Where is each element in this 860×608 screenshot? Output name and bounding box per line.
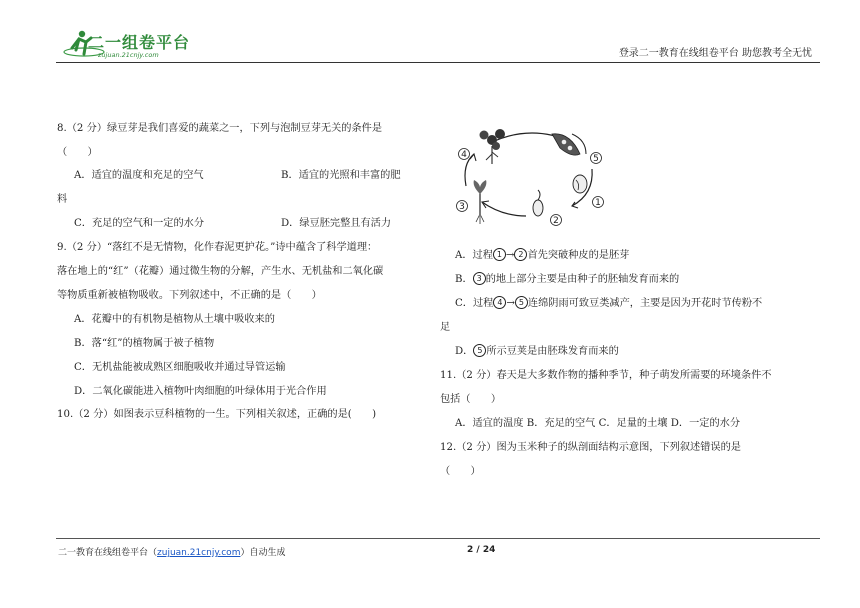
- q10-option-c: C．过程 4 → 5 连绵阴雨可致豆类减产，主要是因为开花时节传粉不: [455, 298, 763, 309]
- header-divider: [56, 62, 820, 63]
- q10-option-b: B． 3 的地上部分主要是由种子的胚轴发育而来的: [455, 274, 680, 285]
- q8-blank: （ ）: [57, 147, 98, 158]
- q8-option-a: A．适宜的温度和充足的空气: [74, 170, 204, 181]
- q11-stem-2: 包括（ ）: [440, 394, 502, 405]
- q9-option-d: D．二氧化碳能进入植物叶肉细胞的叶绿体用于光合作用: [74, 386, 327, 397]
- q11-options: A．适宜的温度 B．充足的空气 C．足量的土壤 D．一定的水分: [455, 418, 741, 429]
- q10-option-a: A．过程 1 → 2 首先突破种皮的是胚芽: [455, 250, 630, 261]
- q8-stem: 8.（2 分）绿豆芽是我们喜爱的蔬菜之一，下列与泡制豆芽无关的条件是: [57, 123, 383, 134]
- germinating-seed-icon: [533, 190, 543, 216]
- footer-divider: [56, 538, 820, 539]
- q9-stem-3: 等物质重新被植物吸收。下列叙述中，不正确的是（ ）: [57, 290, 322, 301]
- footer-link[interactable]: zujuan.21cnjy.com: [157, 548, 241, 558]
- q9-stem-2: 落在地上的“红”（花瓣）通过微生物的分解，产生水、无机盐和二氧化碳: [57, 266, 384, 277]
- flowering-plant-icon: [480, 129, 506, 164]
- header-slogan[interactable]: 登录二一教育在线组卷平台 助您教考全无忧: [618, 48, 812, 59]
- q8-option-b-cont: 料: [57, 194, 68, 205]
- label-1: 1: [595, 198, 601, 208]
- seed-icon: [573, 175, 587, 193]
- q12-blank: （ ）: [440, 466, 481, 477]
- footer-source: 二一教育在线组卷平台（zujuan.21cnjy.com）自动生成: [58, 548, 286, 558]
- q12-stem: 12.（2 分）图为玉米种子的纵剖面结构示意图，下列叙述错误的是: [440, 442, 741, 453]
- q9-option-b: B．落“红”的植物属于被子植物: [74, 338, 215, 349]
- q9-option-a: A．花瓣中的有机物是植物从土壤中吸收来的: [74, 314, 275, 325]
- label-2: 2: [553, 216, 559, 226]
- bean-pod-icon: [552, 134, 586, 155]
- q10-option-d: D． 5 所示豆荚是由胚珠发育而来的: [455, 346, 619, 357]
- label-4: 4: [461, 150, 467, 160]
- q9-option-c: C．无机盐能被成熟区细胞吸收并通过导管运输: [74, 362, 286, 373]
- plant-lifecycle-diagram: [452, 124, 612, 226]
- logo-url: zujuan.21cnjy.com: [98, 51, 159, 59]
- q9-stem-1: 9.（2 分）“落红不是无情物，化作春泥更护花。”诗中蕴含了科学道理：: [57, 242, 378, 253]
- q8-option-b: B．适宜的光照和丰富的肥: [281, 170, 401, 181]
- q8-option-c: C．充足的空气和一定的水分: [74, 218, 205, 229]
- q11-stem-1: 11.（2 分）春天是大多数作物的播种季节，种子萌发所需要的环境条件不: [440, 370, 772, 381]
- page-number: 2 / 24: [467, 545, 496, 555]
- label-5: 5: [593, 154, 599, 164]
- q8-option-d: D．绿豆胚完整且有活力: [281, 218, 392, 229]
- q10-stem: 10.（2 分）如图表示豆科植物的一生。下列相关叙述，正确的是( ): [57, 409, 377, 420]
- q10-option-c-cont: 足: [440, 322, 451, 333]
- label-3: 3: [459, 202, 465, 212]
- logo-text: 二一组卷平台: [88, 33, 191, 52]
